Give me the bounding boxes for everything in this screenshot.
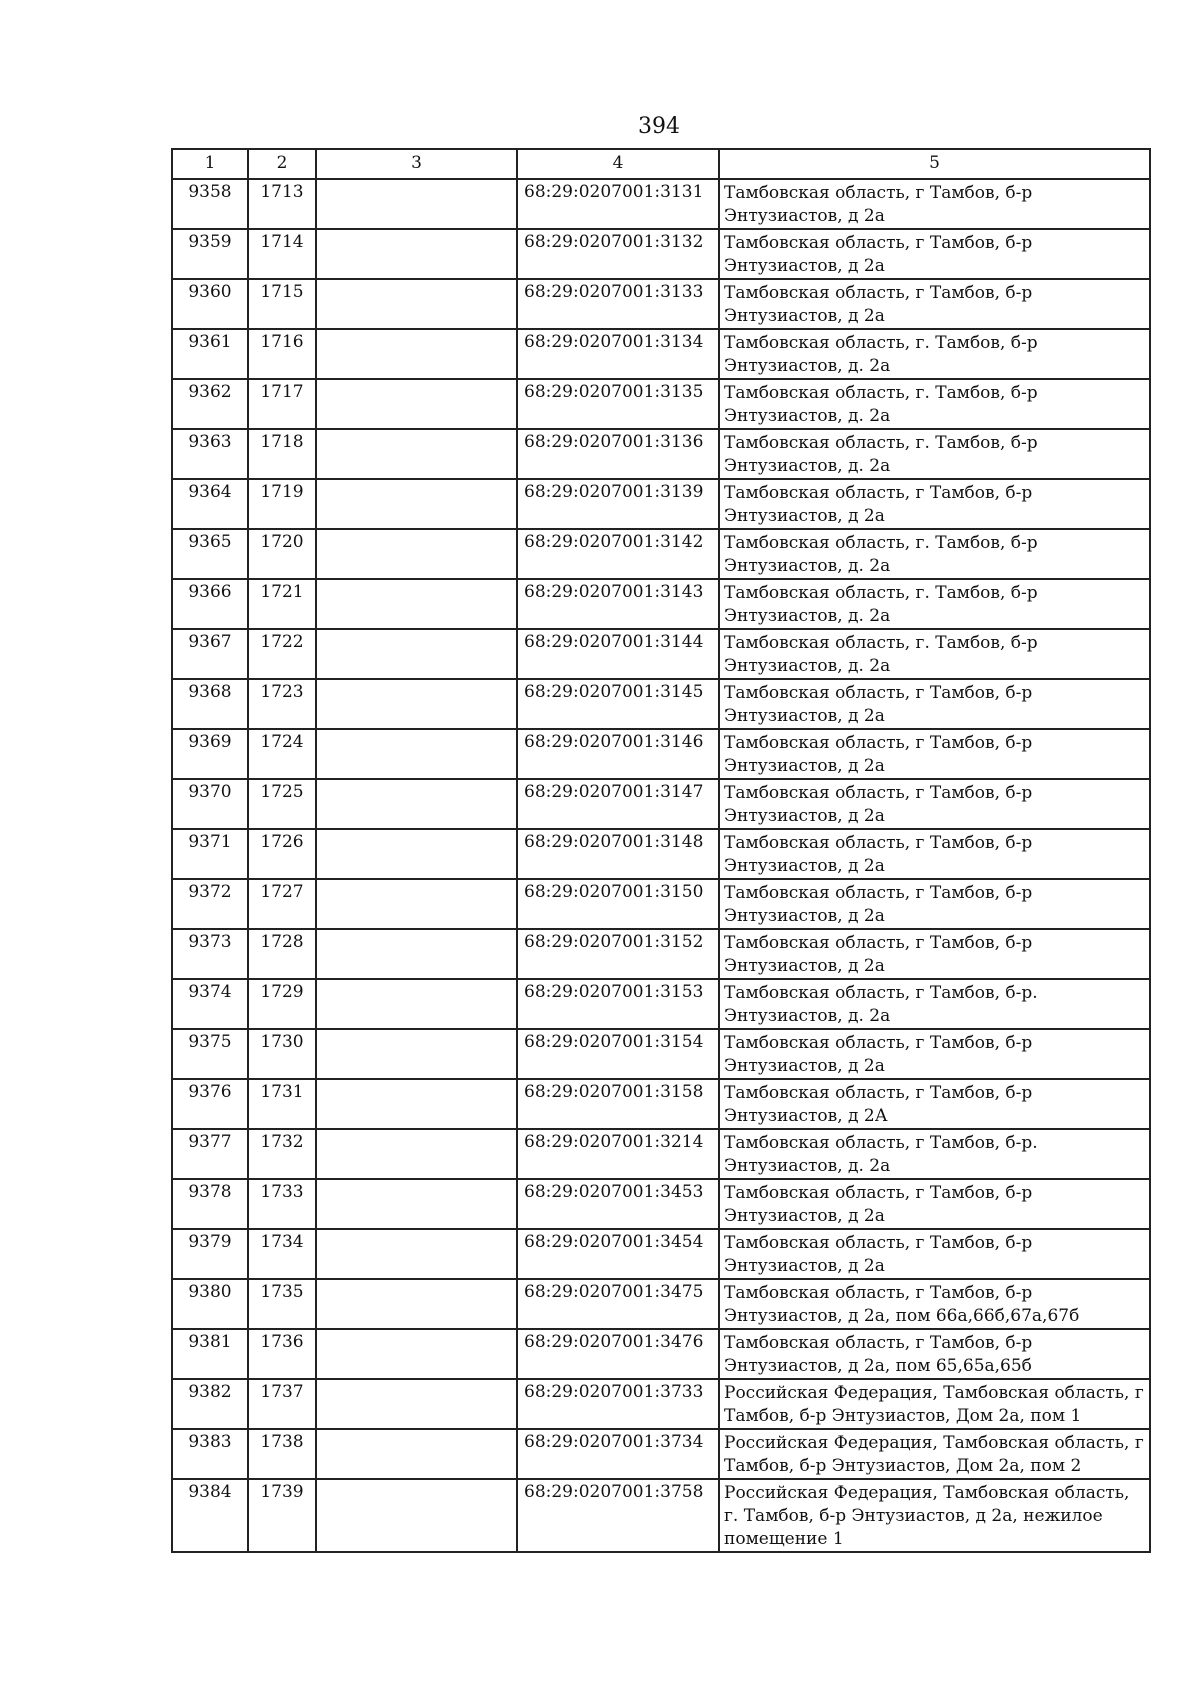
row-number-cell: 9381	[172, 1329, 248, 1379]
table-row	[172, 929, 1150, 979]
table-header	[172, 149, 1150, 179]
table-row	[172, 1079, 1150, 1129]
row-number-cell: 9358	[172, 179, 248, 229]
address-cell: Тамбовская область, г Тамбов, б-р Энтузиастов, д 2а, пом 66а,66б,67а,67б	[719, 1279, 1150, 1329]
row-number-cell: 9378	[172, 1179, 248, 1229]
item-number-cell: 1734	[248, 1229, 316, 1279]
cadastral-number-cell: 68:29:0207001:3148	[517, 829, 719, 879]
address-cell: Российская Федерация, Тамбовская область, г Тамбов, б-р Энтузиастов, Дом 2а, пом 2	[719, 1429, 1150, 1479]
row-number-cell: 9372	[172, 879, 248, 929]
column-3-cell	[316, 679, 517, 729]
row-number-cell: 9377	[172, 1129, 248, 1179]
item-number-cell: 1729	[248, 979, 316, 1029]
cadastral-number-cell: 68:29:0207001:3147	[517, 779, 719, 829]
table-body	[172, 179, 1150, 1552]
column-3-cell	[316, 279, 517, 329]
row-number-cell: 9367	[172, 629, 248, 679]
column-3-cell	[316, 629, 517, 679]
column-3-cell	[316, 529, 517, 579]
table-row	[172, 579, 1150, 629]
column-header-5: 5	[719, 149, 1150, 179]
item-number-cell: 1722	[248, 629, 316, 679]
address-cell: Тамбовская область, г. Тамбов, б-р Энтузиастов, д. 2а	[719, 429, 1150, 479]
cadastral-number-cell: 68:29:0207001:3153	[517, 979, 719, 1029]
column-3-cell	[316, 829, 517, 879]
cadastral-number-cell: 68:29:0207001:3144	[517, 629, 719, 679]
address-cell: Тамбовская область, г Тамбов, б-р Энтузиастов, д 2а	[719, 279, 1150, 329]
address-cell: Российская Федерация, Тамбовская область, г. Тамбов, б-р Энтузиастов, д 2а, нежилое помещение 1	[719, 1479, 1150, 1552]
address-cell: Тамбовская область, г Тамбов, б-р Энтузиастов, д 2а	[719, 479, 1150, 529]
cadastral-number-cell: 68:29:0207001:3142	[517, 529, 719, 579]
item-number-cell: 1723	[248, 679, 316, 729]
cadastral-number-cell: 68:29:0207001:3214	[517, 1129, 719, 1179]
table-row	[172, 329, 1150, 379]
item-number-cell: 1717	[248, 379, 316, 429]
item-number-cell: 1732	[248, 1129, 316, 1179]
column-3-cell	[316, 779, 517, 829]
table-row	[172, 1179, 1150, 1229]
item-number-cell: 1736	[248, 1329, 316, 1379]
item-number-cell: 1716	[248, 329, 316, 379]
item-number-cell: 1715	[248, 279, 316, 329]
item-number-cell: 1737	[248, 1379, 316, 1429]
column-3-cell	[316, 729, 517, 779]
address-cell: Тамбовская область, г Тамбов, б-р Энтузиастов, д 2а	[719, 179, 1150, 229]
table-row	[172, 1479, 1150, 1552]
column-3-cell	[316, 1029, 517, 1079]
item-number-cell: 1731	[248, 1079, 316, 1129]
row-number-cell: 9379	[172, 1229, 248, 1279]
column-3-cell	[316, 429, 517, 479]
row-number-cell: 9384	[172, 1479, 248, 1552]
item-number-cell: 1738	[248, 1429, 316, 1479]
column-3-cell	[316, 1229, 517, 1279]
cadastral-number-cell: 68:29:0207001:3145	[517, 679, 719, 729]
row-number-cell: 9362	[172, 379, 248, 429]
table-row	[172, 729, 1150, 779]
address-cell: Тамбовская область, г Тамбов, б-р Энтузиастов, д 2а	[719, 929, 1150, 979]
row-number-cell: 9374	[172, 979, 248, 1029]
table-row	[172, 779, 1150, 829]
table-row	[172, 1129, 1150, 1179]
address-cell: Тамбовская область, г Тамбов, б-р. Энтузиастов, д. 2а	[719, 979, 1150, 1029]
cadastral-number-cell: 68:29:0207001:3734	[517, 1429, 719, 1479]
column-3-cell	[316, 1279, 517, 1329]
row-number-cell: 9368	[172, 679, 248, 729]
address-cell: Тамбовская область, г Тамбов, б-р Энтузиастов, д 2а, пом 65,65а,65б	[719, 1329, 1150, 1379]
item-number-cell: 1720	[248, 529, 316, 579]
column-3-cell	[316, 1329, 517, 1379]
row-number-cell: 9360	[172, 279, 248, 329]
table-row	[172, 179, 1150, 229]
table-row	[172, 1279, 1150, 1329]
cadastral-number-cell: 68:29:0207001:3758	[517, 1479, 719, 1552]
table-row	[172, 1379, 1150, 1429]
table-row	[172, 229, 1150, 279]
table-row	[172, 1429, 1150, 1479]
cadastral-number-cell: 68:29:0207001:3475	[517, 1279, 719, 1329]
table-row	[172, 979, 1150, 1029]
cadastral-number-cell: 68:29:0207001:3134	[517, 329, 719, 379]
address-cell: Тамбовская область, г Тамбов, б-р Энтузиастов, д 2а	[719, 1179, 1150, 1229]
column-3-cell	[316, 979, 517, 1029]
item-number-cell: 1724	[248, 729, 316, 779]
address-cell: Тамбовская область, г Тамбов, б-р Энтузиастов, д 2А	[719, 1079, 1150, 1129]
address-cell: Тамбовская область, г Тамбов, б-р Энтузиастов, д 2а	[719, 779, 1150, 829]
cadastral-number-cell: 68:29:0207001:3143	[517, 579, 719, 629]
address-cell: Тамбовская область, г Тамбов, б-р Энтузиастов, д 2а	[719, 1229, 1150, 1279]
table-row	[172, 1329, 1150, 1379]
item-number-cell: 1728	[248, 929, 316, 979]
column-3-cell	[316, 1429, 517, 1479]
address-cell: Тамбовская область, г Тамбов, б-р Энтузиастов, д 2а	[719, 679, 1150, 729]
table-row	[172, 529, 1150, 579]
cadastral-number-cell: 68:29:0207001:3476	[517, 1329, 719, 1379]
cadastral-number-cell: 68:29:0207001:3133	[517, 279, 719, 329]
address-cell: Тамбовская область, г Тамбов, б-р Энтузиастов, д 2а	[719, 229, 1150, 279]
row-number-cell: 9373	[172, 929, 248, 979]
cadastral-number-cell: 68:29:0207001:3146	[517, 729, 719, 779]
item-number-cell: 1726	[248, 829, 316, 879]
column-3-cell	[316, 1179, 517, 1229]
cadastral-number-cell: 68:29:0207001:3131	[517, 179, 719, 229]
table-row	[172, 429, 1150, 479]
row-number-cell: 9382	[172, 1379, 248, 1429]
column-header-1: 1	[172, 149, 248, 179]
address-cell: Тамбовская область, г. Тамбов, б-р Энтузиастов, д. 2а	[719, 579, 1150, 629]
cadastral-number-cell: 68:29:0207001:3453	[517, 1179, 719, 1229]
table-row	[172, 279, 1150, 329]
cadastral-number-cell: 68:29:0207001:3158	[517, 1079, 719, 1129]
row-number-cell: 9366	[172, 579, 248, 629]
column-3-cell	[316, 179, 517, 229]
cadastral-number-cell: 68:29:0207001:3136	[517, 429, 719, 479]
item-number-cell: 1721	[248, 579, 316, 629]
item-number-cell: 1725	[248, 779, 316, 829]
column-3-cell	[316, 1079, 517, 1129]
row-number-cell: 9361	[172, 329, 248, 379]
column-3-cell	[316, 329, 517, 379]
item-number-cell: 1714	[248, 229, 316, 279]
cadastral-number-cell: 68:29:0207001:3454	[517, 1229, 719, 1279]
address-cell: Тамбовская область, г Тамбов, б-р Энтузиастов, д 2а	[719, 1029, 1150, 1079]
column-3-cell	[316, 929, 517, 979]
table-row	[172, 679, 1150, 729]
row-number-cell: 9370	[172, 779, 248, 829]
row-number-cell: 9359	[172, 229, 248, 279]
row-number-cell: 9376	[172, 1079, 248, 1129]
cadastral-number-cell: 68:29:0207001:3135	[517, 379, 719, 429]
address-cell: Тамбовская область, г Тамбов, б-р Энтузиастов, д 2а	[719, 729, 1150, 779]
address-cell: Тамбовская область, г Тамбов, б-р Энтузиастов, д 2а	[719, 829, 1150, 879]
cadastral-number-cell: 68:29:0207001:3154	[517, 1029, 719, 1079]
row-number-cell: 9363	[172, 429, 248, 479]
row-number-cell: 9364	[172, 479, 248, 529]
item-number-cell: 1727	[248, 879, 316, 929]
column-header-3: 3	[316, 149, 517, 179]
address-cell: Тамбовская область, г. Тамбов, б-р Энтузиастов, д. 2а	[719, 629, 1150, 679]
table-row	[172, 829, 1150, 879]
cadastral-number-cell: 68:29:0207001:3132	[517, 229, 719, 279]
address-cell: Тамбовская область, г. Тамбов, б-р Энтузиастов, д. 2а	[719, 329, 1150, 379]
item-number-cell: 1733	[248, 1179, 316, 1229]
cadastral-number-cell: 68:29:0207001:3150	[517, 879, 719, 929]
item-number-cell: 1719	[248, 479, 316, 529]
table-row	[172, 379, 1150, 429]
item-number-cell: 1718	[248, 429, 316, 479]
table-row	[172, 629, 1150, 679]
row-number-cell: 9380	[172, 1279, 248, 1329]
row-number-cell: 9365	[172, 529, 248, 579]
address-cell: Тамбовская область, г. Тамбов, б-р Энтузиастов, д. 2а	[719, 379, 1150, 429]
item-number-cell: 1735	[248, 1279, 316, 1329]
row-number-cell: 9383	[172, 1429, 248, 1479]
table-row	[172, 879, 1150, 929]
address-cell: Тамбовская область, г Тамбов, б-р. Энтузиастов, д. 2а	[719, 1129, 1150, 1179]
registry-table	[171, 148, 1151, 1553]
column-3-cell	[316, 479, 517, 529]
address-cell: Тамбовская область, г Тамбов, б-р Энтузиастов, д 2а	[719, 879, 1150, 929]
page-number: 394	[638, 114, 680, 139]
column-3-cell	[316, 1379, 517, 1429]
column-3-cell	[316, 579, 517, 629]
column-header-4: 4	[517, 149, 719, 179]
cadastral-number-cell: 68:29:0207001:3733	[517, 1379, 719, 1429]
column-3-cell	[316, 229, 517, 279]
cadastral-number-cell: 68:29:0207001:3152	[517, 929, 719, 979]
table-row	[172, 479, 1150, 529]
item-number-cell: 1713	[248, 179, 316, 229]
address-cell: Российская Федерация, Тамбовская область, г Тамбов, б-р Энтузиастов, Дом 2а, пом 1	[719, 1379, 1150, 1429]
table-row	[172, 1029, 1150, 1079]
column-3-cell	[316, 1129, 517, 1179]
table-row	[172, 1229, 1150, 1279]
row-number-cell: 9369	[172, 729, 248, 779]
column-3-cell	[316, 879, 517, 929]
address-cell: Тамбовская область, г. Тамбов, б-р Энтузиастов, д. 2а	[719, 529, 1150, 579]
item-number-cell: 1730	[248, 1029, 316, 1079]
column-header-2: 2	[248, 149, 316, 179]
column-3-cell	[316, 1479, 517, 1552]
item-number-cell: 1739	[248, 1479, 316, 1552]
row-number-cell: 9375	[172, 1029, 248, 1079]
column-3-cell	[316, 379, 517, 429]
row-number-cell: 9371	[172, 829, 248, 879]
cadastral-number-cell: 68:29:0207001:3139	[517, 479, 719, 529]
